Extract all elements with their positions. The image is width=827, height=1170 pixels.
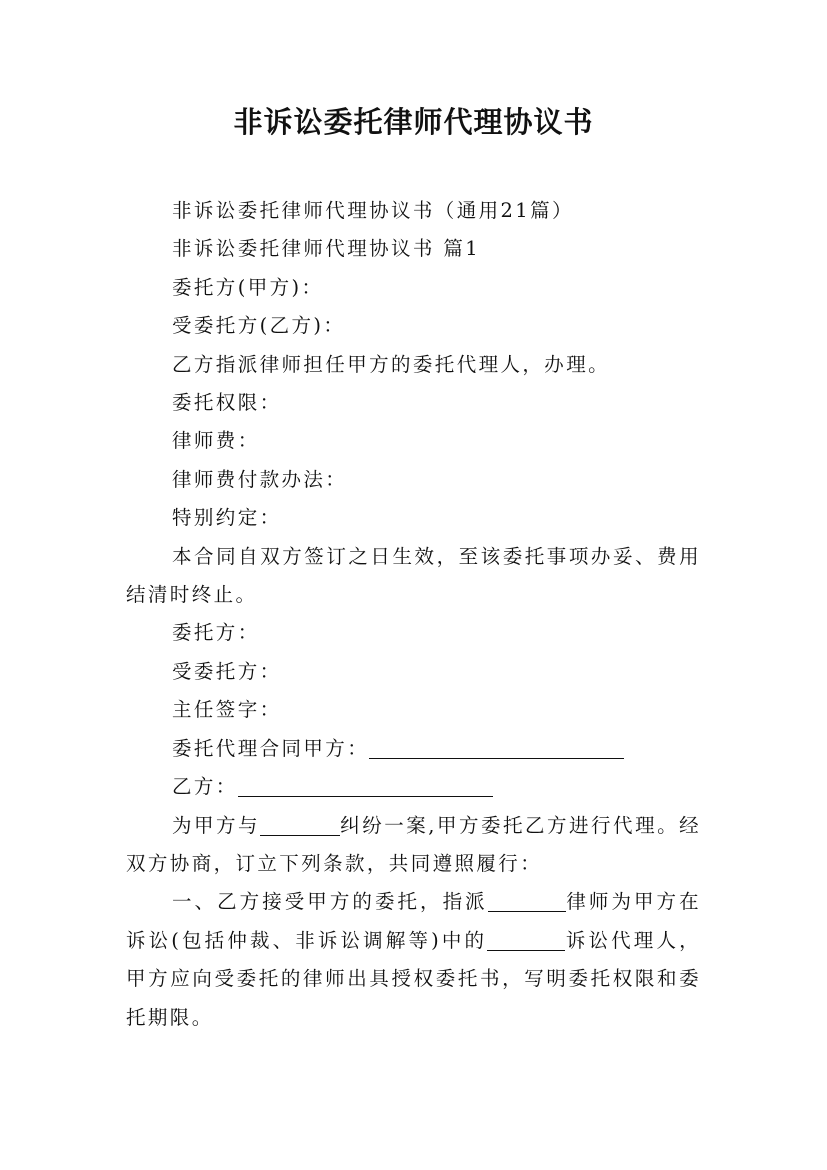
lawyer-name-blank <box>488 892 566 913</box>
clause-1-text-end: 诉讼代理人，甲方应向受委托的律师出具授权委托书，写明委托权限和委托期限。 <box>126 928 701 1029</box>
clause-1-text-start: 一、乙方接受甲方的委托，指派 <box>172 890 488 914</box>
paragraph-dispute <box>126 807 701 884</box>
paragraph-party-a: 委托方(甲方)： <box>172 275 324 299</box>
document-body <box>126 192 701 1037</box>
dispute-text-start: 为甲方与 <box>172 813 261 837</box>
paragraph-section-heading: 非诉讼委托律师代理协议书 篇1 <box>172 237 481 261</box>
dispute-text-end: 纠纷一案,甲方委托乙方进行代理。经双方协商，订立下列条款，共同遵照履行： <box>126 813 701 875</box>
paragraph-authority: 委托权限： <box>172 391 282 415</box>
dispute-blank <box>260 815 340 836</box>
clause-1-text-middle: 律师为甲方在诉讼(包括仲裁、非诉讼调解等)中的 <box>126 890 701 952</box>
party-b-blank <box>238 777 493 798</box>
paragraph-special-terms: 特别约定： <box>172 506 282 530</box>
contract-party-b-label: 乙方： <box>172 775 238 799</box>
paragraph-agent: 受委托方： <box>172 659 282 683</box>
paragraph-director-signature: 主任签字： <box>172 698 282 722</box>
contract-party-a-label: 委托代理合同甲方： <box>172 736 370 760</box>
proceeding-blank <box>487 930 565 951</box>
paragraph-collection-title: 非诉讼委托律师代理协议书（通用21篇） <box>172 199 574 222</box>
paragraph-contract-party-a <box>126 730 701 768</box>
document-title: 非诉讼委托律师代理协议书 <box>233 105 594 139</box>
paragraph-payment-method: 律师费付款办法： <box>172 467 348 491</box>
paragraph-clause-1 <box>126 883 701 1037</box>
party-a-blank <box>369 738 624 759</box>
paragraph-assignment: 乙方指派律师担任甲方的委托代理人，办理。 <box>172 352 611 376</box>
paragraph-lawyer-fee: 律师费： <box>172 429 260 453</box>
paragraph-contract-party-b <box>126 768 701 806</box>
paragraph-principal: 委托方： <box>172 621 260 645</box>
paragraph-validity: 本合同自双方签订之日生效，至该委托事项办妥、费用结清时终止。 <box>126 544 701 607</box>
paragraph-party-b: 受委托方(乙方)： <box>172 314 346 338</box>
